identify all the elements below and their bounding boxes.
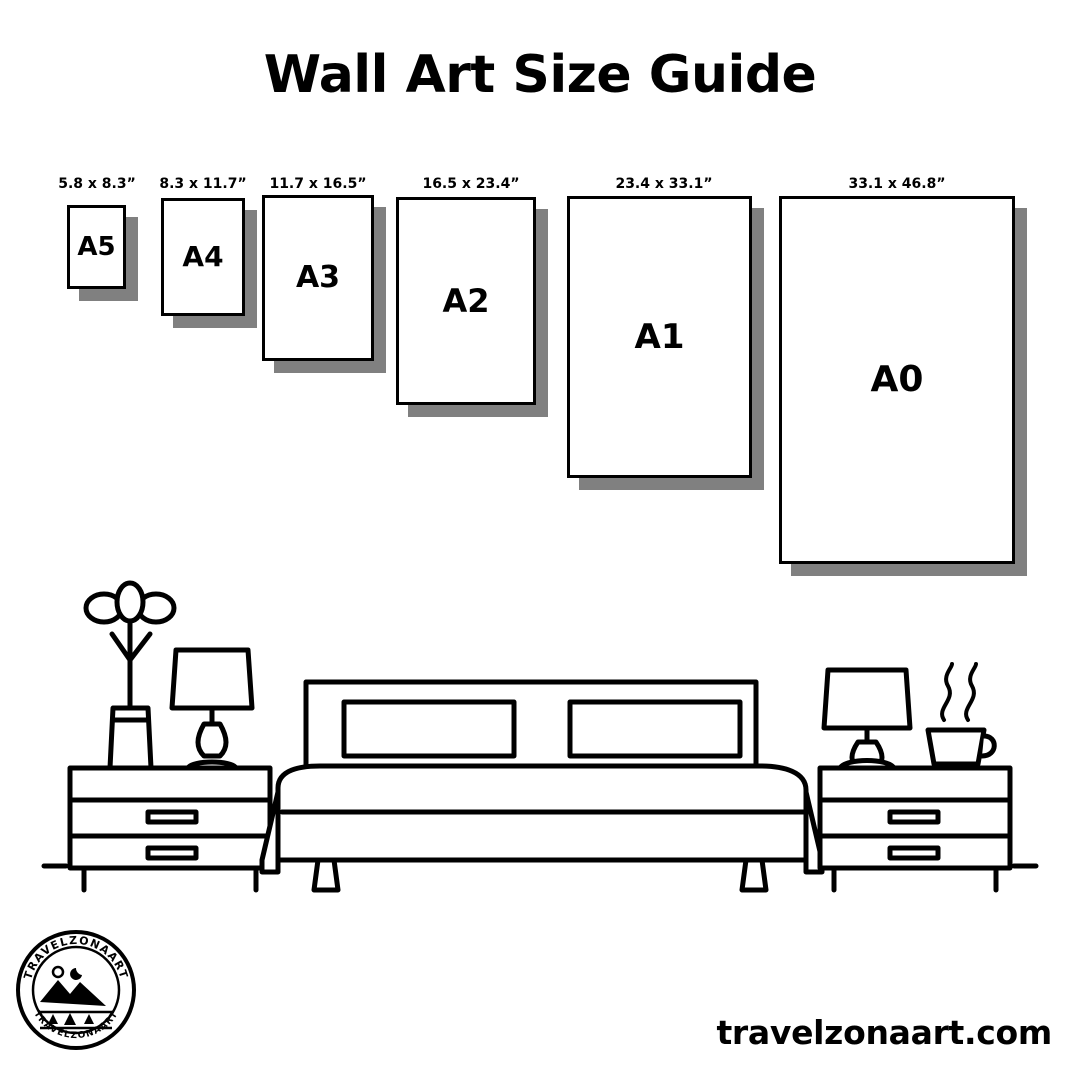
right-table-lamp [824, 670, 910, 768]
frame-a0 [779, 196, 1015, 564]
website-url[interactable]: travelzonaart.com [716, 1013, 1052, 1052]
frame-a1-dimensions: 23.4 x 33.1” [615, 176, 713, 192]
left-table-lamp [172, 650, 252, 768]
frame-a0-box [779, 196, 1015, 564]
frame-a2-label: A2 [442, 282, 490, 320]
frame-a2 [396, 197, 536, 405]
frame-a4-dimensions: 8.3 x 11.7” [159, 176, 247, 192]
frame-a4-box [161, 198, 245, 316]
frame-a5-dimensions: 5.8 x 8.3” [58, 176, 136, 192]
plant-in-vase [86, 583, 174, 768]
logo-arc-text-bottom: TRAVELZONAART [31, 1009, 121, 1042]
frame-a4 [161, 198, 245, 316]
travelzonaart-logo [14, 928, 138, 1052]
frame-a0-dimensions: 33.1 x 46.8” [848, 176, 946, 192]
frame-a2-dimensions: 16.5 x 23.4” [422, 176, 520, 192]
bed [262, 682, 822, 890]
frame-a4-label: A4 [182, 240, 224, 273]
frame-a1 [567, 196, 752, 478]
left-nightstand [70, 768, 270, 890]
svg-text:TRAVELZONAART [31, 1009, 120, 1041]
frame-a1-label: A1 [634, 317, 685, 357]
frame-a3-dimensions: 11.7 x 16.5” [269, 176, 367, 192]
frame-a5-box [67, 205, 126, 289]
logo-arc-text-top: TRAVELZONAART [21, 933, 131, 981]
frame-a5-label: A5 [77, 232, 116, 262]
frame-a1-box [567, 196, 752, 478]
bedroom-illustration [0, 560, 1080, 920]
page-title: Wall Art Size Guide [263, 45, 817, 105]
frame-a3 [262, 195, 374, 361]
right-nightstand [820, 768, 1010, 890]
frame-a3-label: A3 [295, 260, 341, 295]
frame-a2-box [396, 197, 536, 405]
frame-a3-box [262, 195, 374, 361]
frame-a5 [67, 205, 126, 289]
frame-a0-label: A0 [870, 359, 924, 400]
coffee-cup [924, 664, 994, 768]
